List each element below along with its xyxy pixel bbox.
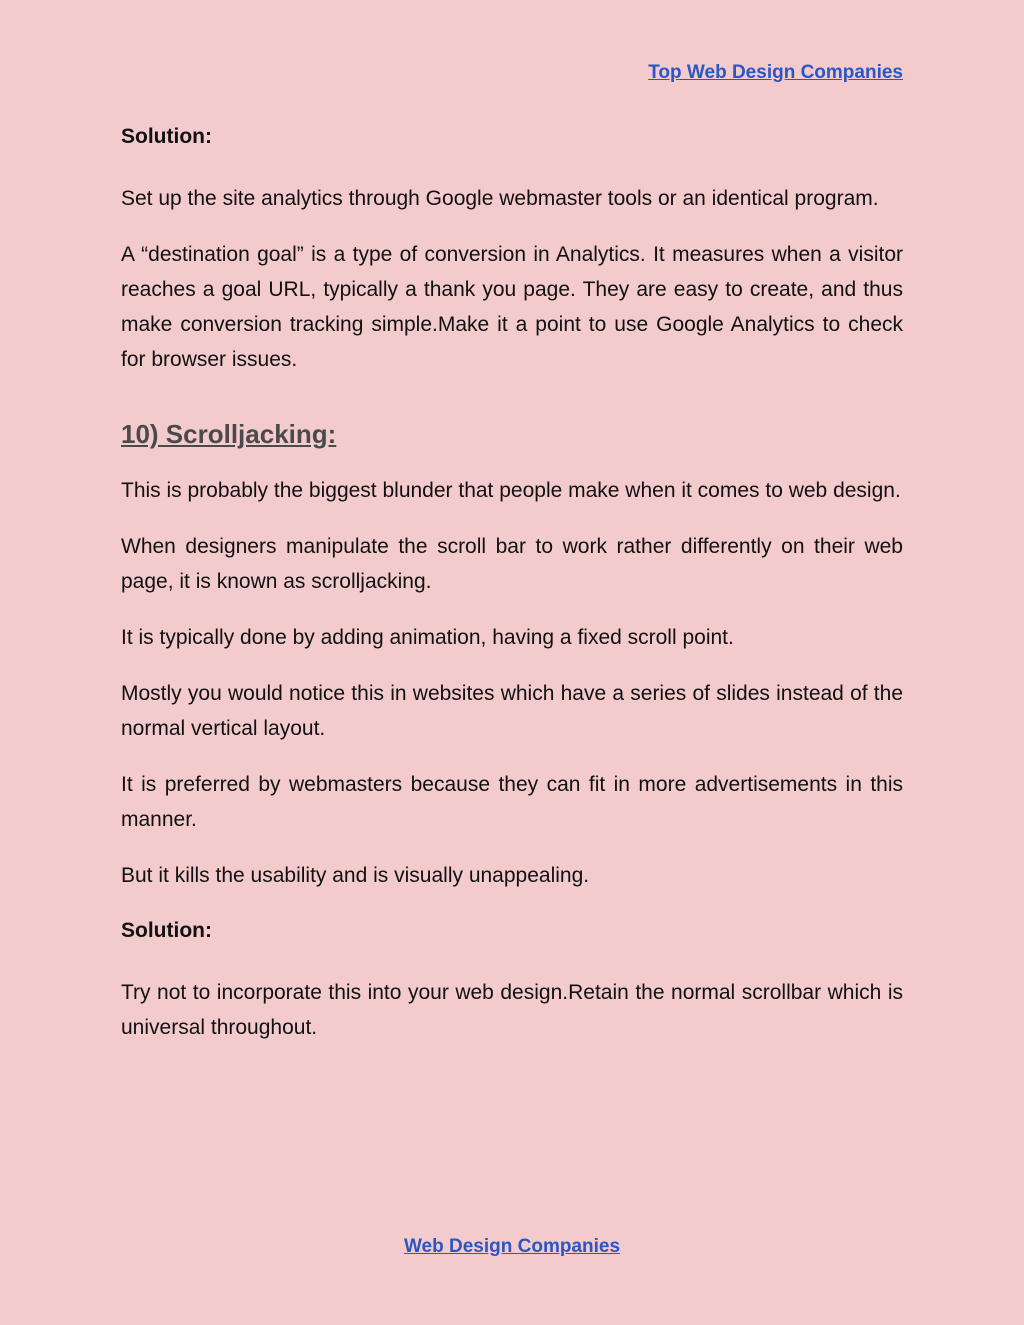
web-design-companies-link[interactable]: Web Design Companies — [403, 1236, 621, 1257]
section-heading-scrolljacking: 10) Scrolljacking: — [121, 419, 337, 449]
paragraph: A “destination goal” is a type of conversion in Analytics. It measures when a visitor reaches a goal URL, typically a thank you page. They are easy to create, and thus make conversion tracking simple.Make it a point to use Google Analytics to check for browser issues. — [121, 243, 903, 371]
solution-label: Solution: — [121, 125, 212, 148]
paragraph: When designers manipulate the scroll bar to work rather differently on their web page, it is known as scrolljacking. — [121, 535, 903, 593]
paragraph: It is typically done by adding animation, having a fixed scroll point. — [121, 626, 734, 649]
paragraph: It is preferred by webmasters because they can fit in more advertisements in this manner. — [121, 773, 903, 831]
footer — [0, 1236, 1024, 1258]
paragraph: Mostly you would notice this in websites which have a series of slides instead of the normal vertical layout. — [121, 682, 903, 740]
paragraph: This is probably the biggest blunder that people make when it comes to web design. — [121, 479, 901, 502]
paragraph: Try not to incorporate this into your web design.Retain the normal scrollbar which is universal throughout. — [121, 981, 903, 1039]
paragraph: But it kills the usability and is visually unappealing. — [121, 864, 590, 887]
paragraph: Set up the site analytics through Google webmaster tools or an identical program. — [121, 187, 879, 210]
document-body — [121, 120, 903, 1066]
solution-label: Solution: — [121, 919, 212, 942]
top-web-design-companies-link[interactable]: Top Web Design Companies — [648, 62, 903, 83]
